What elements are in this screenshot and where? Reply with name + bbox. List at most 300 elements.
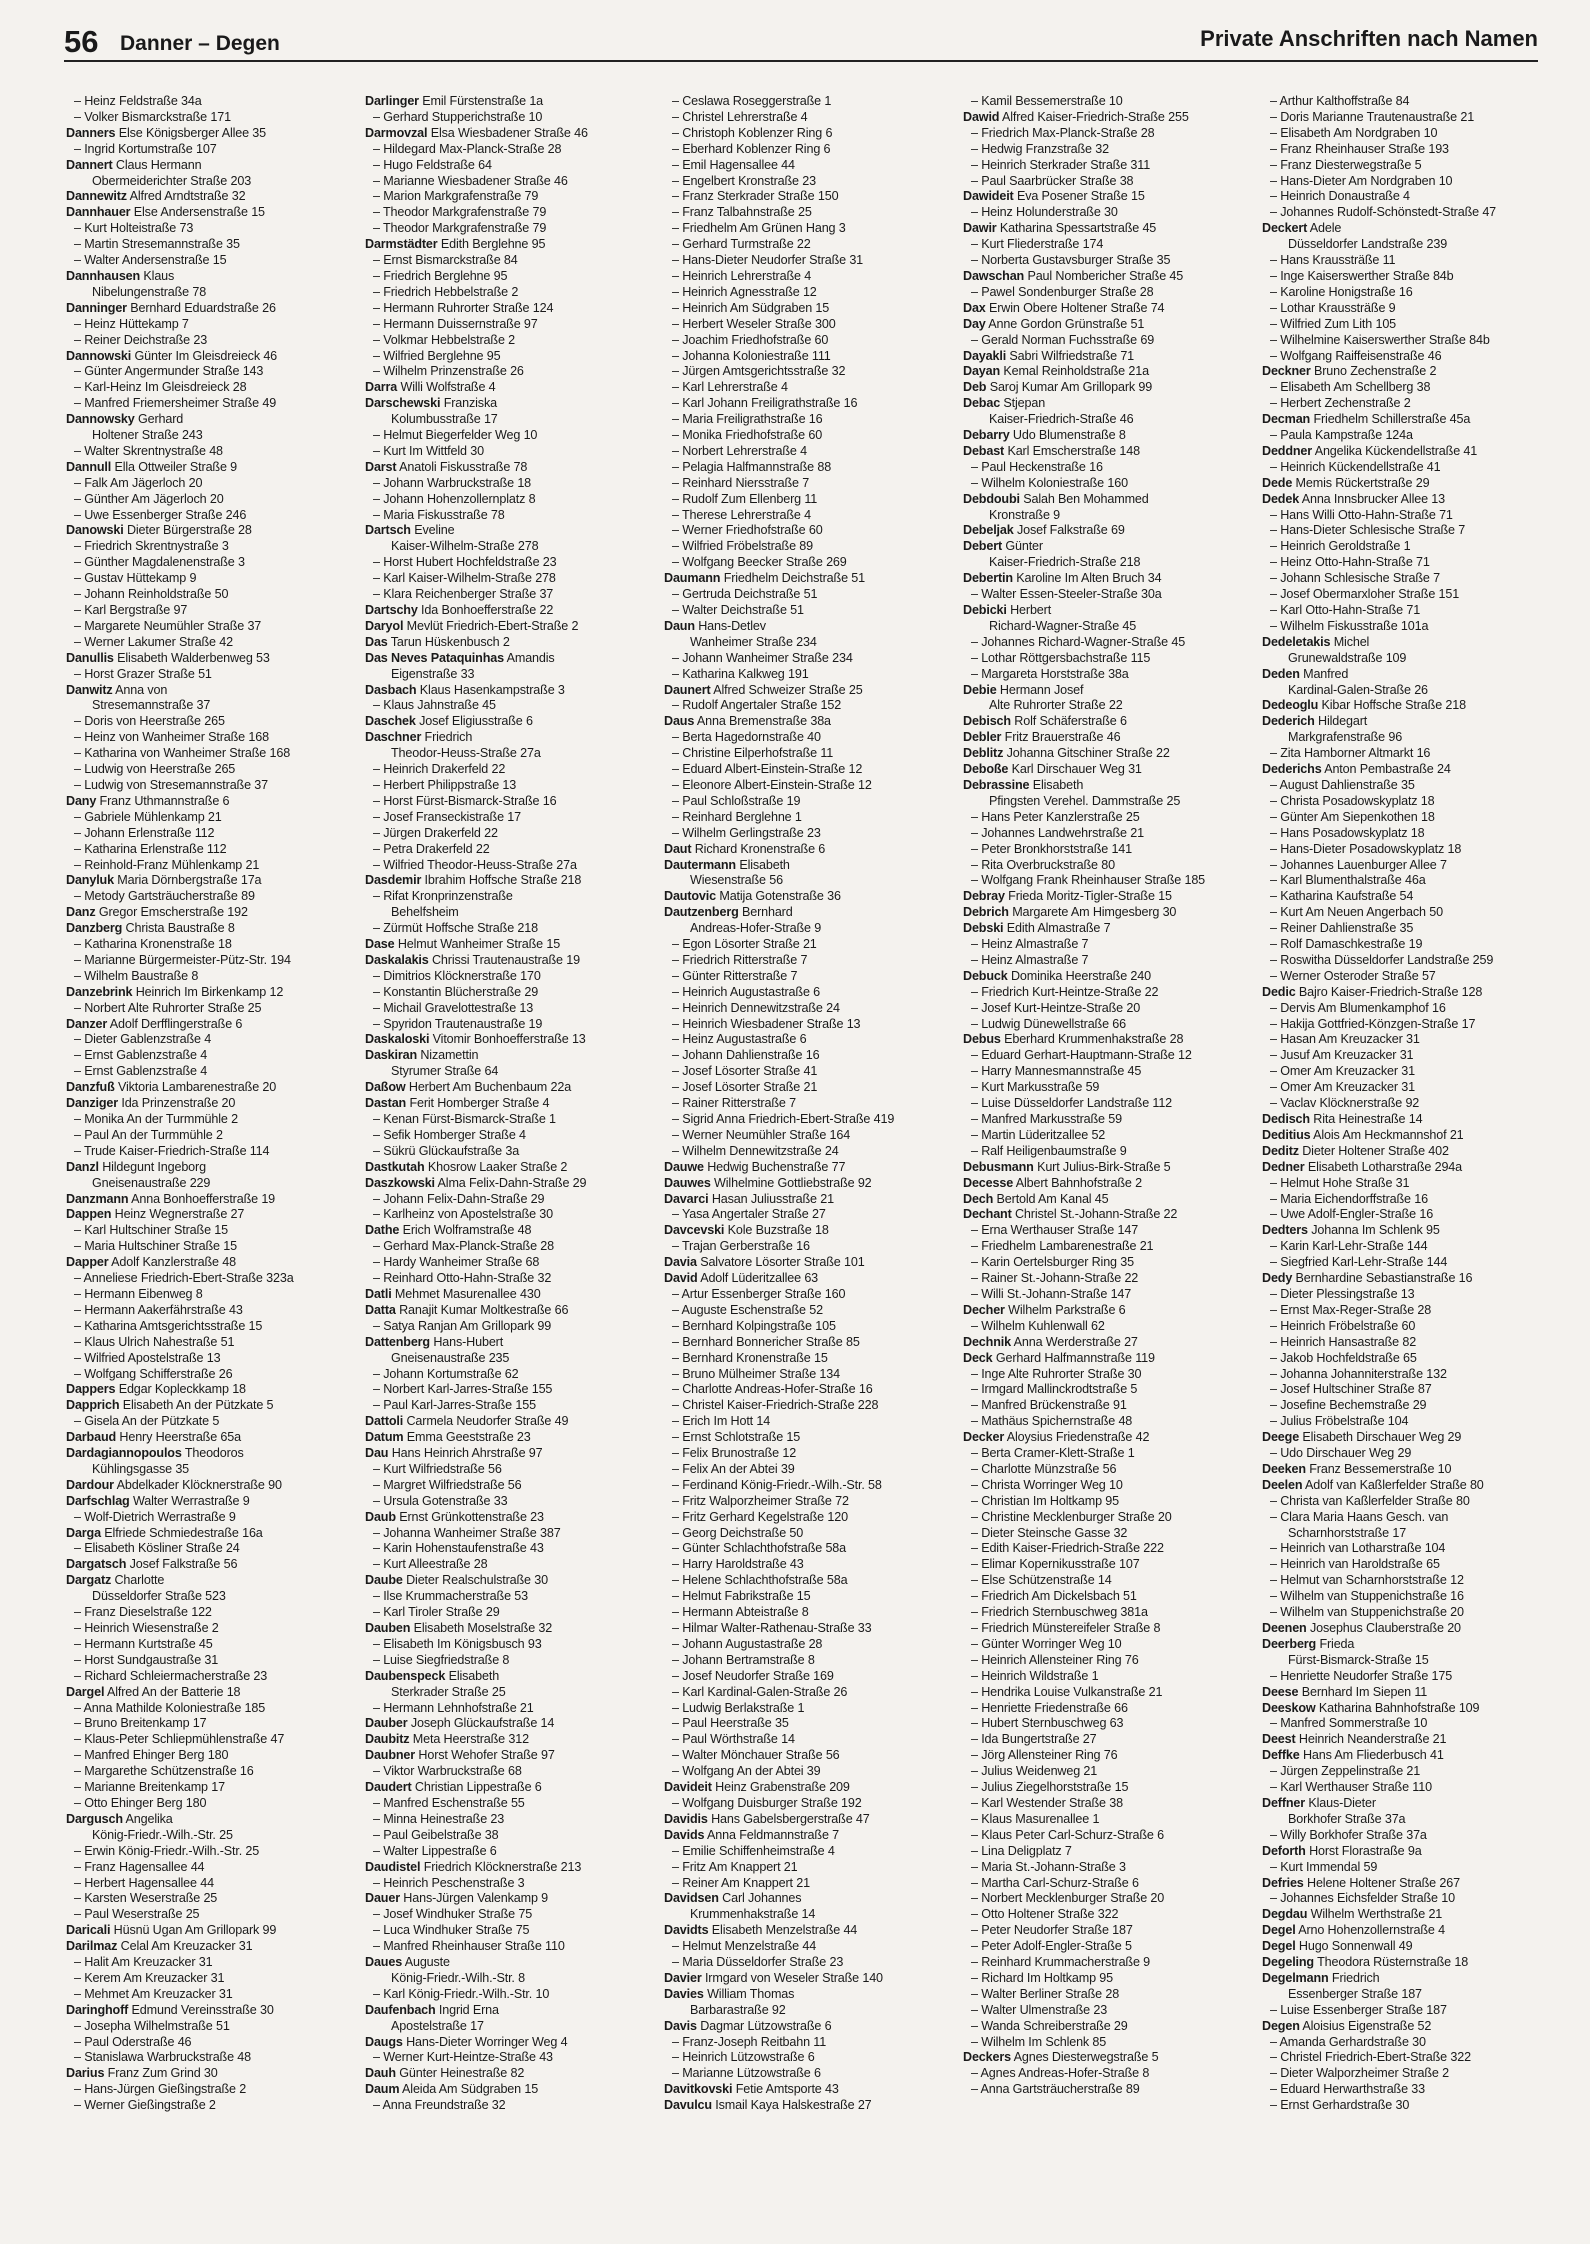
surname: Debarry	[963, 428, 1010, 443]
directory-entry: – Trajan Gerberstraße 16	[672, 1239, 810, 1254]
surname: Daszkowski	[365, 1175, 435, 1190]
surname: Daube	[365, 1573, 403, 1588]
surname: Debus	[963, 1032, 1001, 1047]
surname: Debrich	[963, 905, 1009, 920]
directory-entry: – Wilhelm Gerlingstraße 23	[672, 825, 821, 840]
surname: Dayan	[963, 364, 1001, 379]
surname: Daschner	[365, 730, 422, 745]
directory-entry: – Wilfried Berglehne 95	[373, 348, 501, 363]
surname: Dautermann	[664, 857, 736, 872]
directory-entry: – Heinrich Drakerfeld 22	[373, 762, 506, 777]
surname: Daut	[664, 841, 692, 856]
directory-columns	[66, 94, 1546, 2224]
directory-entry: – Sükrü Glückaufstraße 3a	[373, 1143, 520, 1158]
directory-entry: – Karin Karl-Lehr-Straße 144	[1270, 1239, 1428, 1254]
directory-entry: – Erna Werthauser Straße 147	[971, 1223, 1139, 1238]
directory-entry: – Wolfgang Raiffeisenstraße 46	[1270, 348, 1442, 363]
directory-entry: – Hilmar Walter-Rathenau-Straße 33	[672, 1621, 872, 1635]
directory-entry: – Wilhelm van Stuppenichstraße 16	[1270, 1589, 1464, 1604]
directory-entry: – Heinrich Sterkrader Straße 311	[971, 157, 1151, 172]
directory-entry: – Ilse Krummacherstraße 53	[373, 1589, 528, 1604]
directory-entry: – Werner Gießingstraße 2	[74, 2098, 216, 2113]
directory-entry: – Zürmüt Hoffsche Straße 218	[373, 921, 538, 936]
surname: Dawir	[963, 221, 997, 236]
directory-entry: – Heinz Hüttekamp 7	[74, 316, 189, 331]
directory-entry: – Engelbert Kronstraße 23	[672, 173, 816, 188]
directory-entry: – Johann Warbruckstraße 18	[373, 475, 532, 490]
directory-entry: – Heinrich Dennewitzstraße 24	[672, 1000, 840, 1015]
directory-entry: – Helmut Fabrikstraße 15	[672, 1589, 811, 1604]
surname: Danzfuß	[66, 1080, 115, 1095]
directory-entry: – Kerem Am Kreuzacker 31	[74, 1970, 225, 1985]
directory-entry: – Georg Deichstraße 50	[672, 1525, 804, 1540]
directory-entry: – Josefine Bechemstraße 29	[1270, 1398, 1427, 1413]
surname: Dedisch	[1262, 1112, 1310, 1126]
surname: Debicki	[963, 603, 1007, 617]
directory-entry: – Hans Peter Kanzlerstraße 25	[971, 809, 1140, 824]
directory-entry: – Friedrich Skrentnystraße 3	[74, 539, 229, 554]
page-header	[64, 20, 1538, 62]
directory-entry: – Walter Essen-Steeler-Straße 30a	[971, 587, 1162, 602]
directory-entry: Kaiser-Wilhelm-Straße 278	[391, 539, 539, 554]
surname: Daricali	[66, 1923, 111, 1938]
directory-entry: – Christian Im Holtkamp 95	[971, 1493, 1119, 1508]
directory-entry: – Johann Erlenstraße 112	[74, 825, 215, 840]
directory-entry: Davitkovski Fetie Amtsporte 43	[664, 2082, 839, 2097]
directory-entry: – Stanislawa Warbruckstraße 48	[74, 2050, 252, 2065]
surname: Davies	[664, 1986, 704, 2001]
directory-entry: Darra Willi Wolfstraße 4	[365, 380, 496, 395]
directory-entry: – Lothar Kraussträße 9	[1270, 300, 1396, 315]
directory-entry: Daskiran Nizamettin	[365, 1048, 479, 1063]
directory-entry: Dannhausen Klaus	[66, 268, 175, 283]
directory-entry: – Reinhard Niersstraße 7	[672, 475, 810, 490]
surname: Decman	[1262, 412, 1311, 427]
directory-entry: – Josef Franseckistraße 17	[373, 809, 521, 824]
directory-entry: – Kamil Bessemerstraße 10	[971, 94, 1123, 108]
directory-entry: – Ralf Heiligenbaumstraße 9	[971, 1143, 1127, 1158]
directory-entry: Deeken Franz Bessemerstraße 10	[1262, 1461, 1452, 1476]
directory-entry: – Klaus Masurenallee 1	[971, 1811, 1100, 1826]
directory-entry: – Maria Hultschiner Straße 15	[74, 1239, 237, 1254]
directory-entry: – Johann Kortumstraße 62	[373, 1366, 519, 1381]
directory-entry: Darbaud Henry Heerstraße 65a	[66, 1430, 241, 1445]
directory-entry: – Friedhelm Am Grünen Hang 3	[672, 221, 846, 236]
directory-entry: Dautovic Matija Gotenstraße 36	[664, 889, 841, 904]
directory-entry: – Kurt Markusstraße 59	[971, 1080, 1100, 1095]
directory-entry: – Jürgen Zeppelinstraße 21	[1270, 1764, 1421, 1779]
directory-entry: – Hans-Dieter Am Nordgraben 10	[1270, 173, 1453, 188]
directory-entry: Davia Salvatore Lösorter Straße 101	[664, 1255, 865, 1270]
directory-entry: – Dieter Walporzheimer Straße 2	[1270, 2066, 1449, 2081]
directory-entry: Dannewitz Alfred Arndtstraße 32	[66, 189, 246, 204]
directory-entry: – Klaus Ulrich Nahestraße 51	[74, 1334, 235, 1349]
surname: Deffner	[1262, 1795, 1306, 1810]
directory-entry: Davier Irmgard von Weseler Straße 140	[664, 1970, 883, 1985]
directory-entry: – Margarete Neumühler Straße 37	[74, 618, 262, 633]
directory-entry: – Johann Bertramstraße 8	[672, 1652, 815, 1667]
directory-entry: – Heinrich Lützowstraße 6	[672, 2050, 815, 2065]
directory-entry: – Gisela An der Pützkate 5	[74, 1414, 220, 1429]
directory-entry: – Volker Bismarckstraße 171	[74, 109, 231, 124]
surname: Dedek	[1262, 491, 1300, 506]
surname: Dauben	[365, 1621, 411, 1635]
directory-entry: – Katharina Erlenstraße 112	[74, 841, 227, 856]
directory-entry: Degelmann Friedrich	[1262, 1970, 1380, 1985]
directory-entry: Darilmaz Celal Am Kreuzacker 31	[66, 1939, 253, 1954]
directory-entry: – Karl Hultschiner Straße 15	[74, 1223, 228, 1238]
directory-entry: – Walter Andersenstraße 15	[74, 253, 227, 268]
surname: Darmstädter	[365, 237, 438, 252]
directory-entry: – Auguste Eschenstraße 52	[672, 1302, 823, 1317]
directory-entry: – Kurt Am Neuen Angerbach 50	[1270, 905, 1443, 920]
directory-entry: Deckers Agnes Diesterwegstraße 5	[963, 2050, 1159, 2065]
surname: Darga	[66, 1525, 101, 1540]
directory-entry: Dedeoglu Kibar Hoffsche Straße 218	[1262, 698, 1466, 713]
column-1	[66, 94, 352, 2224]
surname: Debuck	[963, 968, 1008, 983]
directory-entry: – Julius Ziegelhorststraße 15	[971, 1780, 1129, 1795]
directory-entry: Dartschy Ida Bonhoefferstraße 22	[365, 603, 554, 617]
directory-entry: – Elisabeth Am Schellberg 38	[1270, 380, 1431, 395]
directory-entry: – Kenan Fürst-Bismarck-Straße 1	[373, 1112, 556, 1126]
surname: Dannewitz	[66, 189, 127, 204]
directory-entry: – Pelagia Halfmannstraße 88	[672, 459, 832, 474]
directory-entry: – Karin Oertelsburger Ring 35	[971, 1255, 1134, 1270]
directory-entry: – Heinz von Wanheimer Straße 168	[74, 730, 269, 745]
directory-entry: – Monika An der Turmmühle 2	[74, 1112, 238, 1126]
column-3	[664, 94, 950, 2224]
directory-entry: – Hermann Ruhrorter Straße 124	[373, 300, 554, 315]
directory-entry: – Karl Bergstraße 97	[74, 603, 188, 617]
directory-entry: Dauwes Wilhelmine Gottliebstraße 92	[664, 1175, 872, 1190]
directory-entry: Debusmann Kurt Julius-Birk-Straße 5	[963, 1159, 1171, 1174]
directory-entry: – Walter Skrentnystraße 48	[74, 443, 223, 458]
directory-entry: Dannowski Günter Im Gleisdreieck 46	[66, 348, 278, 363]
directory-entry: – Rainer St.-Johann-Straße 22	[971, 1271, 1139, 1286]
directory-entry: – Helene Schlachthofstraße 58a	[672, 1573, 848, 1588]
surname: Dauh	[365, 2066, 396, 2081]
directory-entry: – Mathäus Spichernstraße 48	[971, 1414, 1133, 1429]
directory-entry: Nibelungenstraße 78	[92, 284, 207, 299]
directory-entry: – Erwin König-Friedr.-Wilh.-Str. 25	[74, 1843, 260, 1858]
directory-entry: – Maria Düsseldorfer Straße 23	[672, 1955, 844, 1970]
directory-entry: – Edith Kaiser-Friedrich-Straße 222	[971, 1541, 1164, 1556]
directory-entry: Styrumer Straße 64	[391, 1064, 499, 1079]
surname: Debisch	[963, 714, 1011, 729]
directory-entry: Deforth Horst Florastraße 9a	[1262, 1843, 1422, 1858]
directory-entry: Andreas-Hofer-Straße 9	[690, 921, 822, 936]
surname: Debeljak	[963, 523, 1014, 538]
directory-entry: – Wilhelm Dennewitzstraße 24	[672, 1143, 839, 1158]
directory-entry: Davids Anna Feldmannstraße 7	[664, 1827, 840, 1842]
directory-entry: Dedisch Rita Heinestraße 14	[1262, 1112, 1423, 1126]
directory-entry: Daun Hans-Detlev	[664, 618, 766, 633]
directory-entry: – Heinz Almastraße 7	[971, 937, 1089, 952]
directory-entry: – Karl Westender Straße 38	[971, 1795, 1123, 1810]
directory-entry: – Rolf Damaschkestraße 19	[1270, 937, 1423, 952]
directory-entry: Deb Saroj Kumar Am Grillopark 99	[963, 380, 1153, 395]
directory-entry: – Jörg Allensteiner Ring 76	[971, 1748, 1118, 1763]
surname: Debler	[963, 730, 1002, 745]
directory-entry: – Heinrich Hansastraße 82	[1270, 1334, 1417, 1349]
directory-entry: Das Tarun Hüskenbusch 2	[365, 634, 510, 649]
directory-entry: – Ferdinand König-Friedr.-Wilh.-Str. 58	[672, 1477, 882, 1492]
directory-entry: Kaiser-Friedrich-Straße 46	[989, 412, 1134, 427]
surname: Darbaud	[66, 1430, 117, 1445]
directory-entry: Dathe Erich Wolframstraße 48	[365, 1223, 532, 1238]
surname: Dauwe	[664, 1159, 704, 1174]
column-5	[1262, 94, 1548, 2224]
surname: Deckers	[963, 2050, 1011, 2065]
directory-entry: – Hans-Dieter Posadowskyplatz 18	[1270, 841, 1462, 856]
directory-entry: Danninger Bernhard Eduardstraße 26	[66, 300, 276, 315]
surname: Dawideit	[963, 189, 1014, 204]
directory-entry: – Günther Magdalenenstraße 3	[74, 555, 245, 570]
directory-entry: Theodor-Heuss-Straße 27a	[391, 746, 541, 761]
directory-entry: – Richard Schleiermacherstraße 23	[74, 1668, 268, 1683]
directory-entry: Düsseldorfer Straße 523	[92, 1589, 226, 1604]
directory-entry: – Herbert Zechenstraße 2	[1270, 396, 1411, 411]
directory-entry: – Günther Am Jägerloch 20	[74, 491, 224, 506]
directory-entry: – Karsten Weserstraße 25	[74, 1891, 218, 1906]
directory-entry: – Werner Friedhofstraße 60	[672, 523, 823, 538]
directory-entry: – Werner Osteroder Straße 57	[1270, 968, 1436, 983]
directory-entry: – Margarethe Schützenstraße 16	[74, 1764, 254, 1779]
directory-entry: – Heinrich Allensteiner Ring 76	[971, 1652, 1139, 1667]
surname: Dattoli	[365, 1414, 404, 1429]
directory-entry: Debdoubi Salah Ben Mohammed	[963, 491, 1149, 506]
directory-entry: – Karl Werthauser Straße 110	[1270, 1780, 1432, 1795]
directory-entry: – Falk Am Jägerloch 20	[74, 475, 203, 490]
directory-entry: – Horst Fürst-Bismarck-Straße 16	[373, 793, 557, 808]
directory-entry: – Wolf-Dietrich Werrastraße 9	[74, 1509, 236, 1524]
column-4	[963, 94, 1249, 2224]
surname: Darschewski	[365, 396, 441, 411]
directory-entry: Daub Ernst Grünkottenstraße 23	[365, 1509, 544, 1524]
directory-entry: – Elimar Kopernikusstraße 107	[971, 1557, 1140, 1572]
directory-entry: – Konstantin Blücherstraße 29	[373, 984, 539, 999]
surname: Davideit	[664, 1780, 712, 1795]
directory-entry: – Walter Ulmenstraße 23	[971, 2002, 1108, 2017]
directory-entry: – Paul An der Turmmühle 2	[74, 1127, 223, 1142]
directory-entry: – Marianne Lützowstraße 6	[672, 2066, 821, 2081]
directory-entry: Darmovzal Elsa Wiesbadener Straße 46	[365, 125, 588, 140]
surname: Dechant	[963, 1207, 1012, 1222]
directory-entry: – Julius Fröbelstraße 104	[1270, 1414, 1409, 1429]
surname: Darius	[66, 2066, 105, 2081]
surname: Deckert	[1262, 221, 1308, 236]
directory-entry: Dayan Kemal Reinholdstraße 21a	[963, 364, 1149, 379]
directory-entry: – Michail Gravelottestraße 13	[373, 1000, 534, 1015]
directory-entry: König-Friedr.-Wilh.-Str. 8	[391, 1970, 525, 1985]
surname: Decker	[963, 1430, 1005, 1445]
directory-entry: – Franz Dieselstraße 122	[74, 1605, 212, 1620]
directory-entry: Datta Ranajit Kumar Moltkestraße 66	[365, 1302, 569, 1317]
directory-entry: – Heinrich Am Südgraben 15	[672, 300, 830, 315]
directory-entry: Daubitz Meta Heerstraße 312	[365, 1732, 529, 1747]
directory-entry: Deese Bernhard Im Siepen 11	[1262, 1684, 1428, 1699]
directory-entry: Degel Hugo Sonnenwall 49	[1262, 1939, 1413, 1954]
surname: Deenen	[1262, 1621, 1307, 1635]
surname: Dau	[365, 1446, 389, 1461]
surname: Decher	[963, 1302, 1005, 1317]
directory-entry: – Hermann Abteistraße 8	[672, 1605, 809, 1620]
directory-entry: – Berta Hagedornstraße 40	[672, 730, 821, 745]
directory-entry: Debert Günter	[963, 539, 1043, 554]
surname: Darmovzal	[365, 125, 428, 140]
surname: Dannowski	[66, 348, 132, 363]
directory-entry: – Paul Heckenstraße 16	[971, 459, 1103, 474]
directory-entry: Dax Erwin Obere Holtener Straße 74	[963, 300, 1165, 315]
surname: Deerberg	[1262, 1636, 1317, 1651]
directory-entry: Danz Gregor Emscherstraße 192	[66, 905, 248, 920]
directory-entry: Daßow Herbert Am Buchenbaum 22a	[365, 1080, 572, 1095]
directory-entry: – Heinz Holunderstraße 30	[971, 205, 1118, 220]
directory-entry: – Johann Felix-Dahn-Straße 29	[373, 1191, 545, 1206]
directory-entry: Kaiser-Friedrich-Straße 218	[989, 555, 1141, 570]
directory-entry: Dargel Alfred An der Batterie 18	[66, 1684, 241, 1699]
surname: Deditz	[1262, 1143, 1299, 1158]
directory-entry: – Margareta Horststraße 38a	[971, 666, 1129, 681]
directory-entry: – Johann Hohenzollernplatz 8	[373, 491, 536, 506]
directory-entry: Daschner Friedrich	[365, 730, 473, 745]
directory-entry: – Therese Lehrerstraße 4	[672, 507, 811, 522]
directory-entry: – Zita Hamborner Altmarkt 16	[1270, 746, 1431, 761]
surname: Deck	[963, 1350, 993, 1365]
directory-entry: – Franz Diesterwegstraße 5	[1270, 157, 1422, 172]
directory-entry: – Karl-Heinz Im Gleisdreieck 28	[74, 380, 247, 395]
directory-entry: Das Neves Pataquinhas Amandis	[365, 650, 555, 665]
directory-entry: – Herbert Weseler Straße 300	[672, 316, 836, 331]
directory-entry: Grunewaldstraße 109	[1288, 650, 1407, 665]
directory-entry: – Bruno Breitenkamp 17	[74, 1716, 207, 1731]
directory-entry: – Berta Cramer-Klett-Straße 1	[971, 1446, 1135, 1461]
directory-entry: – Irmgard Mallinckrodtstraße 5	[971, 1382, 1138, 1397]
directory-entry: Dauer Hans-Jürgen Valenkamp 9	[365, 1891, 549, 1906]
directory-entry: – Günter Schlachthofstraße 58a	[672, 1541, 847, 1556]
directory-entry: – Johannes Rudolf-Schönstedt-Straße 47	[1270, 205, 1497, 220]
directory-entry: – Manfred Sommerstraße 10	[1270, 1716, 1428, 1731]
surname: Dederichs	[1262, 762, 1322, 777]
directory-entry: – Jusuf Am Kreuzacker 31	[1270, 1048, 1414, 1063]
surname: Davidsen	[664, 1891, 719, 1906]
directory-entry: – Maria Eichendorffstraße 16	[1270, 1191, 1428, 1206]
directory-entry: – Christa Posadowskyplatz 18	[1270, 793, 1435, 808]
surname: Daudert	[365, 1780, 412, 1795]
surname: Dauer	[365, 1891, 400, 1906]
directory-entry: Daues Auguste	[365, 1955, 450, 1970]
directory-entry: – Hans-Dieter Neudorfer Straße 31	[672, 253, 864, 268]
directory-entry: Daunert Alfred Schweizer Straße 25	[664, 682, 863, 697]
directory-entry: Stresemannstraße 37	[92, 698, 211, 713]
directory-entry: – Pawel Sondenburger Straße 28	[971, 284, 1154, 299]
directory-entry: Daschek Josef Eligiusstraße 6	[365, 714, 533, 729]
directory-entry: Dany Franz Uthmannstraße 6	[66, 793, 230, 808]
directory-entry: – Günter Angermunder Straße 143	[74, 364, 264, 379]
directory-entry: – Gerhard Max-Planck-Straße 28	[373, 1239, 554, 1254]
directory-entry: – Luca Windhuker Straße 75	[373, 1923, 530, 1938]
directory-entry: Deboße Karl Dirschauer Weg 31	[963, 762, 1142, 777]
directory-entry: – Bruno Mülheimer Straße 134	[672, 1366, 840, 1381]
directory-entry: – Katharina Kronenstraße 18	[74, 937, 232, 952]
directory-entry: Davis Dagmar Lützowstraße 6	[664, 2018, 832, 2033]
directory-entry: – Else Schützenstraße 14	[971, 1573, 1112, 1588]
directory-entry: Obermeiderichter Straße 203	[92, 173, 252, 188]
directory-entry: Deddner Angelika Kückendellstraße 41	[1262, 443, 1478, 458]
surname: Davidis	[664, 1811, 708, 1826]
directory-entry: – Gustav Hüttekamp 9	[74, 571, 197, 586]
directory-entry: – Hermann Kurtstraße 45	[74, 1636, 213, 1651]
surname: Dappen	[66, 1207, 112, 1222]
directory-entry: – Friedrich Max-Planck-Straße 28	[971, 125, 1155, 140]
directory-entry: – Fritz Walporzheimer Straße 72	[672, 1493, 849, 1508]
directory-entry: Dartsch Eveline	[365, 523, 455, 538]
directory-entry: – Charlotte Münzstraße 56	[971, 1461, 1117, 1476]
surname: Dardour	[66, 1477, 114, 1492]
directory-entry: – Walter Deichstraße 51	[672, 603, 804, 617]
directory-entry: – Günter Am Siepenkothen 18	[1270, 809, 1435, 824]
surname: Debertin	[963, 571, 1013, 586]
directory-entry: – Johanna Koloniestraße 111	[672, 348, 831, 363]
directory-entry: – Heinrich Fröbelstraße 60	[1270, 1318, 1416, 1333]
directory-entry: – Fritz Am Knappert 21	[672, 1859, 798, 1874]
directory-entry: Holtener Straße 243	[92, 428, 203, 443]
directory-entry: – Heinrich Wiesenstraße 2	[74, 1621, 219, 1635]
directory-entry: Sterkrader Straße 25	[391, 1684, 506, 1699]
surname: Deese	[1262, 1684, 1299, 1699]
directory-entry: – Manfred Ehinger Berg 180	[74, 1748, 229, 1763]
directory-entry: – Helmut Biegerfelder Weg 10	[373, 428, 538, 443]
directory-entry: – Werner Lakumer Straße 42	[74, 634, 233, 649]
directory-entry: Daube Dieter Realschulstraße 30	[365, 1573, 548, 1588]
surname: Das Neves Pataquinhas	[365, 650, 504, 665]
directory-entry: – Margret Wilfriedstraße 56	[373, 1477, 522, 1492]
directory-entry: Dederichs Anton Pembastraße 24	[1262, 762, 1451, 777]
directory-entry: Gneisenaustraße 235	[391, 1350, 510, 1365]
directory-entry: Degen Aloisius Eigenstraße 52	[1262, 2018, 1432, 2033]
directory-entry: – Horst Hubert Hochfeldstraße 23	[373, 555, 557, 570]
surname: Deforth	[1262, 1843, 1306, 1858]
directory-entry: – Paul Heerstraße 35	[672, 1716, 789, 1731]
directory-entry: – Christine Eilperhofstraße 11	[672, 746, 834, 761]
directory-entry: Dawir Katharina Spessartstraße 45	[963, 221, 1157, 236]
directory-entry: – Rudolf Zum Ellenberg 11	[672, 491, 818, 506]
directory-entry: Dappers Edgar Kopleckkamp 18	[66, 1382, 246, 1397]
directory-entry: – Paul Saarbrücker Straße 38	[971, 173, 1134, 188]
directory-entry: – Dervis Am Blumenkamphof 16	[1270, 1000, 1446, 1015]
directory-entry: – Katharina Kaufstraße 54	[1270, 889, 1414, 904]
directory-entry: – Kurt Immendal 59	[1270, 1859, 1378, 1874]
directory-entry: – Reiner Am Knappert 21	[672, 1875, 810, 1890]
directory-entry: Dayakli Sabri Wilfriedstraße 71	[963, 348, 1135, 363]
surname: Davia	[664, 1255, 697, 1270]
directory-entry: Dastkutah Khosrow Laaker Straße 2	[365, 1159, 568, 1174]
surname: Daskalakis	[365, 952, 429, 967]
directory-entry: – Eduard Albert-Einstein-Straße 12	[672, 762, 863, 777]
directory-entry: Dechnik Anna Werderstraße 27	[963, 1334, 1138, 1349]
surname: Daßow	[365, 1080, 406, 1095]
directory-entry: – Heinrich Augustastraße 6	[672, 984, 821, 999]
directory-entry: Danowski Dieter Bürgerstraße 28	[66, 523, 252, 538]
surname: Dautovic	[664, 889, 716, 904]
surname: Day	[963, 316, 986, 331]
surname: Degelmann	[1262, 1970, 1329, 1985]
surname: Datta	[365, 1302, 396, 1317]
directory-entry: – Friedrich Münstereifeler Straße 8	[971, 1621, 1161, 1635]
directory-entry: Davidsen Carl Johannes	[664, 1891, 802, 1906]
directory-entry: – Manfred Brückenstraße 91	[971, 1398, 1127, 1413]
